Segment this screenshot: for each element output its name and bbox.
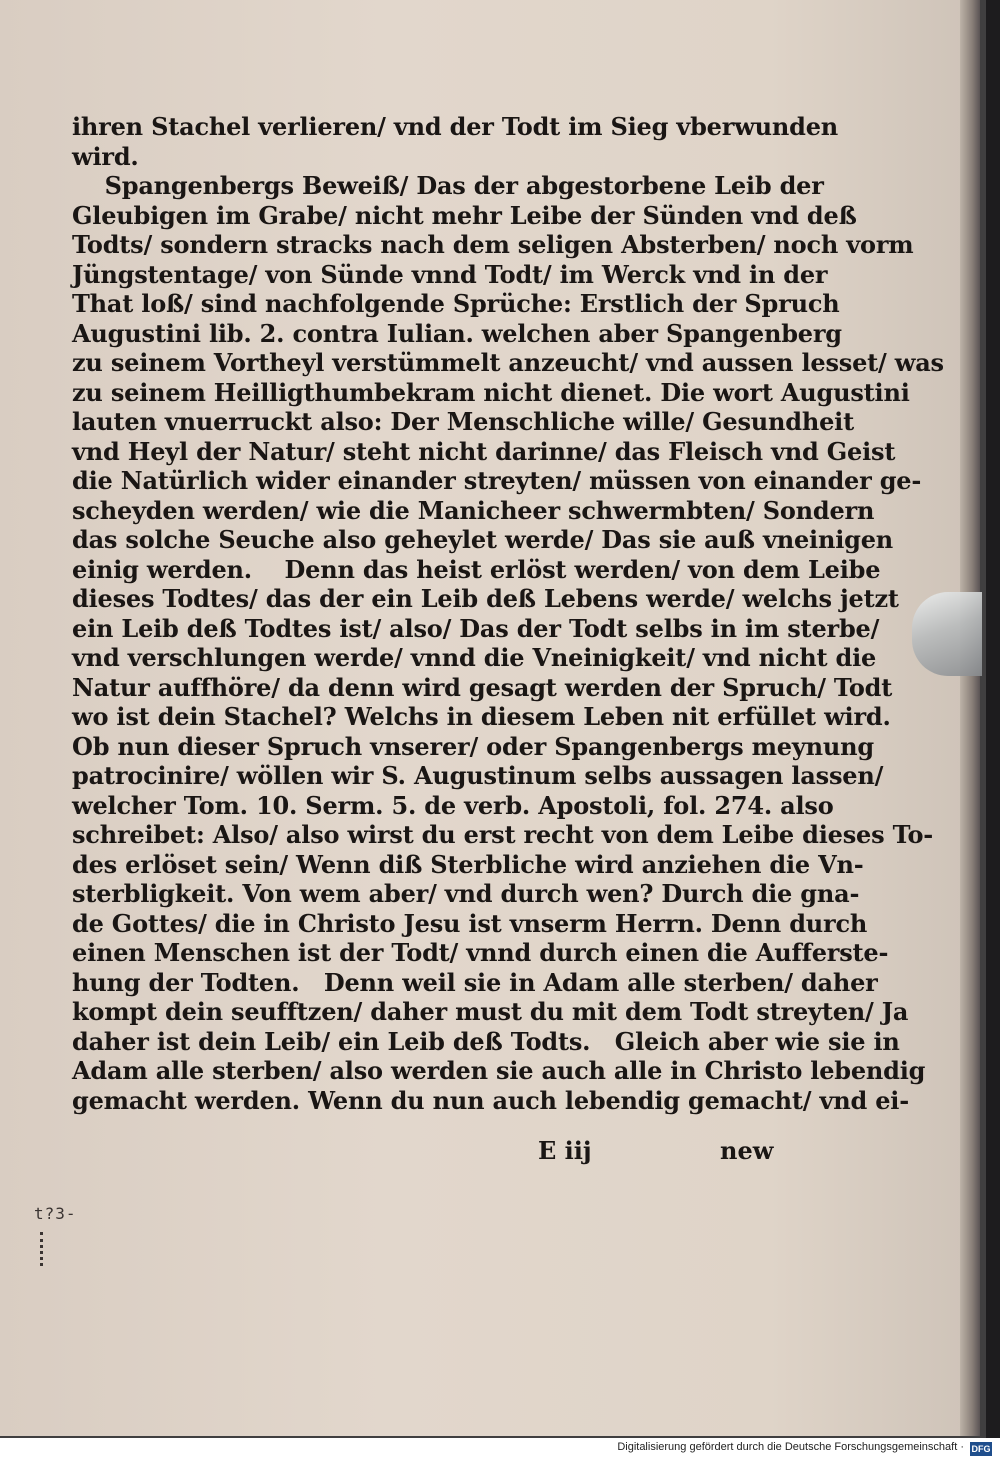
dfg-logo-icon: DFG [971,1444,991,1454]
text-line: sterbligkeit. Von wem aber/ vnd durch wen? Durch die gna- [72,879,860,908]
text-line: zu seinem Heilligthumbekram nicht dienet. Die wort Augustini [72,377,910,407]
page-clip [912,592,982,676]
text-line: ein Leib deß Todtes ist/ also/ Das der Todt selbs in im sterbe/ [72,613,880,643]
text-line: hung der Todten. Denn weil sie in Adam alle sterben/ daher [72,967,878,997]
text-line: Adam alle sterben/ also werden sie auch alle in Christo lebendig [72,1056,926,1085]
text-line: scheyden werden/ wie die Manicheer schwermbten/ Sondern [72,495,875,525]
text-line: dieses Todtes/ das der ein Leib deß Lebens werde/ welchs jetzt [72,584,899,613]
text-line: des erlöset sein/ Wenn diß Sterbliche wird anziehen die Vn- [72,849,864,879]
catchword: new [720,1136,774,1165]
text-line: die Natürlich wider einander streyten/ müssen von einander ge- [72,466,922,495]
page-edge [960,0,980,1436]
text-line: welcher Tom. 10. Serm. 5. de verb. Apostoli, fol. 274. also [72,790,834,820]
margin-dots [40,1232,47,1266]
text-line: kompt dein seufftzen/ daher must du mit dem Todt streyten/ Ja [72,997,909,1026]
text-line: zu seinem Vortheyl verstümmelt anzeucht/ vnd aussen lesset/ was [72,348,944,377]
text-line: Augustini lib. 2. contra Iulian. welchen aber Spangenberg [72,318,842,348]
text-line: Jüngstentage/ von Sünde vnnd Todt/ im Werck vnd in der [72,259,828,289]
text-line: Natur auffhöre/ da denn wird gesagt werden der Spruch/ Todt [72,672,893,702]
text-line: einen Menschen ist der Todt/ vnnd durch einen die Aufferste- [72,938,889,967]
footer-bar [0,1438,1000,1461]
text-line: vnd verschlungen werde/ vnnd die Vneinigkeit/ vnd nicht die [72,643,877,672]
text-line: Spangenbergs Beweiß/ Das der abgestorbene Leib der [72,171,824,200]
text-line: Gleubigen im Grabe/ nicht mehr Leibe der Sünden vnd deß [72,200,857,230]
signature-mark: E iij [538,1136,592,1165]
text-block [72,112,944,1115]
text-line: daher ist dein Leib/ ein Leib deß Todts. Gleich aber wie sie in [72,1026,900,1056]
text-line: wird. [72,141,139,171]
text-line: wo ist dein Stachel? Welchs in diesem Leben nit erfüllet wird. [72,702,891,731]
text-line: schreibet: Also/ also wirst du erst recht von dem Leibe dieses To- [72,820,934,849]
text-line: Todts/ sondern stracks nach dem seligen Absterben/ noch vorm [72,230,914,259]
text-line: einig werden. Denn das heist erlöst werden/ von dem Leibe [72,554,881,584]
text-line: lauten vnuerruckt also: Der Menschliche wille/ Gesundheit [72,407,854,436]
text-line: vnd Heyl der Natur/ steht nicht darinne/ das Fleisch vnd Geist [72,436,896,466]
text-line: das solche Seuche also geheylet werde/ Das sie auß vneinigen [72,525,894,554]
text-line: That loß/ sind nachfolgende Sprüche: Erstlich der Spruch [72,289,840,318]
margin-note: t?3- [34,1204,77,1223]
funding-note: Digitalisierung gefördert durch die Deutsche Forschungsgemeinschaft · [617,1441,964,1453]
text-line: ihren Stachel verlieren/ vnd der Todt im Sieg vberwunden [72,112,839,141]
text-line: gemacht werden. Wenn du nun auch lebendig gemacht/ vnd ei- [72,1085,909,1115]
text-line: patrocinire/ wöllen wir S. Augustinum selbs aussagen lassen/ [72,761,884,790]
text-line: de Gottes/ die in Christo Jesu ist vnserm Herrn. Denn durch [72,908,868,938]
text-line: Ob nun dieser Spruch vnserer/ oder Spangenbergs meynung [72,731,874,761]
